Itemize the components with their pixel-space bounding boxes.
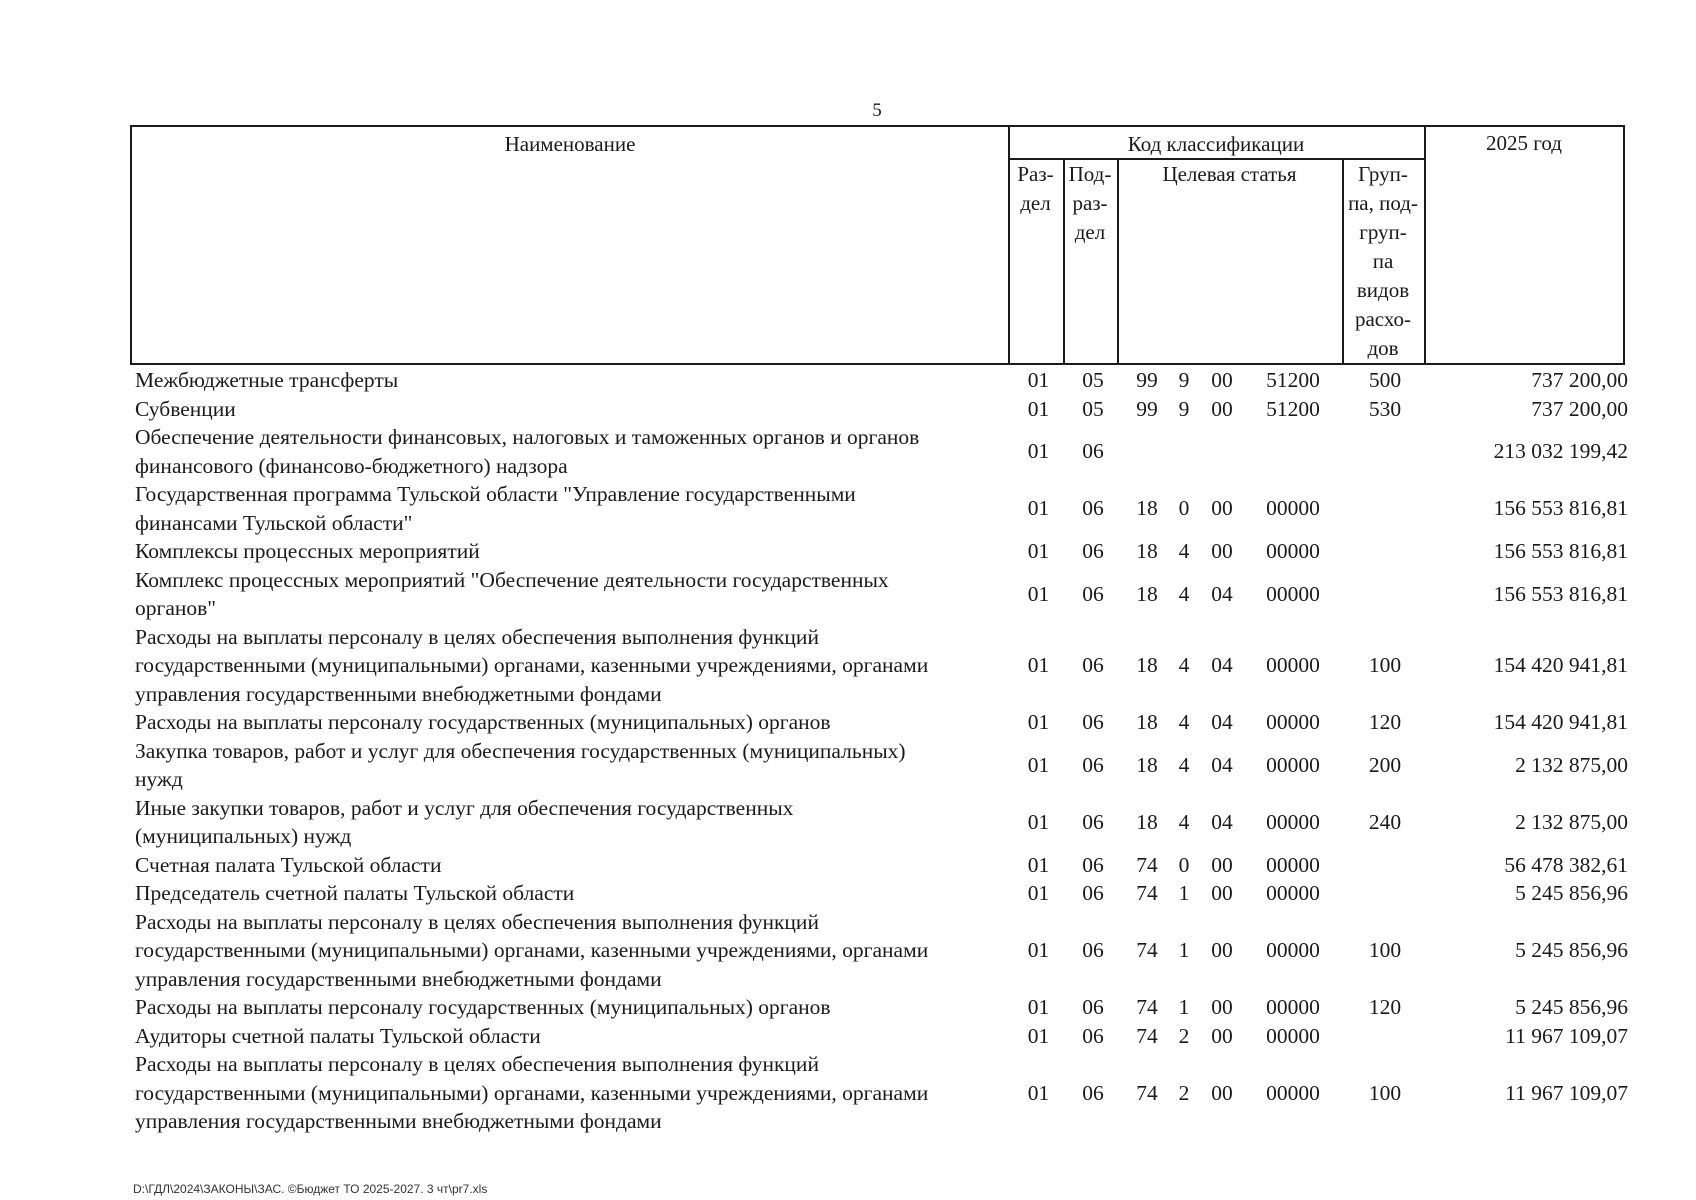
cell-t1: 99: [1136, 396, 1158, 421]
cell-r: 01: [1027, 938, 1050, 962]
cell-r: 01: [1027, 539, 1050, 563]
cell-t1: 74: [1136, 995, 1158, 1019]
cell-pr: 06: [1082, 881, 1104, 905]
row-name: [135, 395, 1005, 424]
cell-amount: 213 032 199,42: [1493, 439, 1628, 464]
row-name-line: Межбюджетные трансферты: [135, 368, 399, 392]
table-row: [133, 395, 1628, 424]
table-row: [133, 708, 1628, 737]
cell-amount: 56 478 382,61: [1504, 852, 1628, 877]
row-name: [135, 366, 1005, 395]
table-row: [133, 993, 1628, 1022]
cell-amount: 154 420 941,81: [1493, 653, 1628, 677]
row-name: [135, 537, 1005, 566]
cell-t4: 51200: [1266, 368, 1320, 392]
row-name: [135, 737, 1005, 794]
cell-pr: 06: [1082, 439, 1104, 464]
cell-r: 01: [1027, 852, 1050, 877]
cell-amount: 5 245 856,96: [1515, 881, 1628, 905]
cell-t4: 00000: [1266, 938, 1320, 962]
cell-t4: 00000: [1266, 496, 1320, 521]
cell-pr: 06: [1082, 1080, 1104, 1105]
cell-t1: 18: [1136, 539, 1158, 563]
cell-t4: 00000: [1266, 710, 1320, 734]
cell-t2: 1: [1178, 995, 1190, 1019]
cell-t3: 04: [1211, 710, 1233, 734]
row-name: [135, 566, 1005, 623]
row-name-line: Расходы на выплаты персоналу государственных (муниципальных) органов: [135, 710, 831, 734]
header-group: Груп- па, под- груп- па видов расхо- дов: [1348, 162, 1418, 360]
cell-r: 01: [1027, 1080, 1050, 1105]
cell-r: 01: [1027, 496, 1050, 521]
table-row: [133, 851, 1628, 880]
row-name: [135, 993, 1005, 1022]
table-row: [133, 794, 1628, 851]
row-name-line: Закупка товаров, работ и услуг для обеспечения государственных (муниципальных): [135, 738, 906, 763]
cell-amount: 156 553 816,81: [1493, 496, 1628, 521]
cell-g: 100: [1368, 653, 1402, 677]
table-row: [133, 537, 1628, 566]
cell-t3: 04: [1211, 752, 1233, 777]
table-row: [133, 566, 1628, 623]
cell-t4: 00000: [1266, 852, 1320, 877]
cell-g: 120: [1368, 710, 1402, 734]
row-name-line: Комплекс процессных мероприятий "Обеспечение деятельности государственных: [135, 567, 889, 592]
cell-t1: 18: [1136, 710, 1158, 734]
row-name-line: Расходы на выплаты персоналу в целях обеспечения выполнения функций: [135, 624, 819, 649]
cell-t1: 18: [1136, 809, 1158, 834]
cell-t3: 00: [1211, 938, 1233, 962]
row-name-line: Государственная программа Тульской области "Управление государственными: [135, 482, 856, 506]
cell-t4: 00000: [1266, 1023, 1320, 1048]
row-name: [135, 908, 1005, 994]
cell-pr: 06: [1082, 1023, 1104, 1048]
cell-t2: 4: [1178, 653, 1190, 677]
row-name: [135, 708, 1005, 737]
cell-r: 01: [1027, 809, 1050, 834]
row-name-line: Обеспечение деятельности финансовых, налоговых и таможенных органов и органов: [135, 425, 920, 449]
cell-t3: 00: [1211, 995, 1233, 1019]
cell-r: 01: [1027, 881, 1050, 905]
cell-t3: 00: [1211, 1023, 1233, 1048]
cell-t1: 18: [1136, 752, 1158, 777]
cell-pr: 05: [1082, 396, 1104, 421]
cell-amount: 11 967 109,07: [1505, 1080, 1628, 1105]
cell-r: 01: [1027, 653, 1050, 677]
cell-r: 01: [1027, 752, 1050, 777]
cell-pr: 06: [1082, 539, 1104, 563]
page-number: 5: [872, 100, 882, 121]
cell-amount: 737 200,00: [1531, 368, 1628, 392]
cell-g: 240: [1368, 809, 1402, 834]
row-name-line: государственными (муниципальными) органами, казенными учреждениями, органами: [135, 653, 929, 677]
cell-amount: 156 553 816,81: [1493, 539, 1628, 563]
table-row: [133, 879, 1628, 908]
row-name-line: финансового (финансово-бюджетного) надзора: [135, 453, 568, 478]
cell-t4: 00000: [1266, 752, 1320, 777]
file-path-footer: D:\ГДЛ\2024\ЗАКОНЫ\ЗАС. ©Бюджет ТО 2025-2027. 3 чт\pr7.xls: [133, 1182, 488, 1196]
row-name-line: Иные закупки товаров, работ и услуг для обеспечения государственных: [135, 795, 794, 820]
row-name: [135, 1022, 1005, 1051]
row-name-line: финансами Тульской области": [135, 510, 413, 535]
row-name-line: нужд: [135, 767, 183, 791]
cell-t3: 00: [1211, 852, 1233, 877]
cell-pr: 06: [1082, 995, 1104, 1019]
cell-t2: 2: [1178, 1080, 1190, 1105]
cell-pr: 05: [1082, 368, 1104, 392]
table-row: [133, 623, 1628, 709]
cell-r: 01: [1027, 368, 1050, 392]
table-row: [133, 480, 1628, 537]
cell-t4: 00000: [1266, 995, 1320, 1019]
divider: [1424, 127, 1426, 363]
cell-g: 200: [1368, 752, 1402, 777]
row-name: [135, 879, 1005, 908]
row-name-line: Аудиторы счетной палаты Тульской области: [135, 1023, 541, 1048]
row-name-line: Расходы на выплаты персоналу в целях обеспечения выполнения функций: [135, 909, 819, 934]
cell-pr: 06: [1082, 496, 1104, 521]
cell-t2: 9: [1178, 368, 1190, 392]
cell-pr: 06: [1082, 752, 1104, 777]
cell-t1: 74: [1136, 1080, 1158, 1105]
cell-amount: 156 553 816,81: [1493, 581, 1628, 606]
cell-t1: 74: [1136, 881, 1158, 905]
row-name-line: Расходы на выплаты персоналу в целях обеспечения выполнения функций: [135, 1052, 819, 1076]
row-name-line: государственными (муниципальными) органами, казенными учреждениями, органами: [135, 1080, 929, 1105]
cell-t2: 4: [1178, 809, 1190, 834]
cell-g: 100: [1368, 938, 1402, 962]
cell-pr: 06: [1082, 852, 1104, 877]
cell-t4: 51200: [1266, 396, 1320, 421]
table-row: [133, 737, 1628, 794]
cell-amount: 2 132 875,00: [1515, 809, 1628, 834]
header-podrazdel: Под- раз- дел: [1068, 162, 1112, 244]
table-row: [133, 908, 1628, 994]
cell-t4: 00000: [1266, 581, 1320, 606]
cell-t1: 18: [1136, 581, 1158, 606]
header-year: 2025 год: [1486, 131, 1562, 155]
cell-t2: 4: [1178, 710, 1190, 734]
cell-t4: 00000: [1266, 881, 1320, 905]
cell-t2: 4: [1178, 539, 1190, 563]
table-row: [133, 366, 1628, 395]
header-razdel: Раз- дел: [1017, 162, 1054, 215]
row-name: [135, 851, 1005, 880]
cell-r: 01: [1027, 396, 1050, 421]
cell-pr: 06: [1082, 581, 1104, 606]
cell-g: 120: [1368, 995, 1402, 1019]
cell-t1: 74: [1136, 852, 1158, 877]
cell-t2: 9: [1178, 396, 1190, 421]
row-name-line: органов": [135, 596, 217, 620]
cell-t3: 00: [1211, 368, 1233, 392]
cell-t1: 18: [1136, 653, 1158, 677]
cell-t1: 74: [1136, 1023, 1158, 1048]
table-row: [133, 1050, 1628, 1136]
cell-t4: 00000: [1266, 539, 1320, 563]
cell-t4: 00000: [1266, 653, 1320, 677]
cell-g: 100: [1368, 1080, 1402, 1105]
row-name-line: (муниципальных) нужд: [135, 824, 352, 848]
cell-r: 01: [1027, 581, 1050, 606]
cell-t3: 04: [1211, 653, 1233, 677]
row-name-line: Расходы на выплаты персоналу государственных (муниципальных) органов: [135, 995, 831, 1019]
row-name: [135, 623, 1005, 709]
row-name-line: Счетная палата Тульской области: [135, 852, 442, 877]
header-target: Целевая статья: [1162, 162, 1297, 186]
row-name-line: управления государственными внебюджетными фондами: [135, 681, 662, 706]
cell-amount: 154 420 941,81: [1493, 710, 1628, 734]
cell-t2: 1: [1178, 881, 1190, 905]
cell-pr: 06: [1082, 710, 1104, 734]
cell-t3: 00: [1211, 396, 1233, 421]
row-name-line: управления государственными внебюджетными фондами: [135, 1109, 662, 1133]
cell-t2: 2: [1178, 1023, 1190, 1048]
cell-g: 530: [1368, 396, 1402, 421]
row-name-line: управления государственными внебюджетными фондами: [135, 966, 662, 991]
table-row: [133, 1022, 1628, 1051]
cell-t2: 1: [1178, 938, 1190, 962]
cell-t4: 00000: [1266, 1080, 1320, 1105]
cell-t3: 00: [1211, 1080, 1233, 1105]
cell-t1: 18: [1136, 496, 1158, 521]
cell-t2: 0: [1178, 852, 1190, 877]
cell-g: 500: [1368, 368, 1402, 392]
cell-t2: 0: [1178, 496, 1190, 521]
cell-pr: 06: [1082, 938, 1104, 962]
cell-amount: 5 245 856,96: [1515, 995, 1628, 1019]
cell-t2: 4: [1178, 581, 1190, 606]
cell-amount: 11 967 109,07: [1505, 1023, 1628, 1048]
cell-t3: 00: [1211, 496, 1233, 521]
row-name: [135, 794, 1005, 851]
cell-t2: 4: [1178, 752, 1190, 777]
row-name: [135, 423, 1005, 480]
cell-t1: 99: [1136, 368, 1158, 392]
cell-r: 01: [1027, 710, 1050, 734]
cell-pr: 06: [1082, 809, 1104, 834]
table-row: [133, 423, 1628, 480]
row-name-line: государственными (муниципальными) органами, казенными учреждениями, органами: [135, 938, 929, 962]
cell-r: 01: [1027, 439, 1050, 464]
cell-t3: 04: [1211, 581, 1233, 606]
row-name-line: Председатель счетной палаты Тульской области: [135, 881, 575, 905]
cell-t3: 00: [1211, 881, 1233, 905]
cell-r: 01: [1027, 1023, 1050, 1048]
cell-r: 01: [1027, 995, 1050, 1019]
cell-t1: 74: [1136, 938, 1158, 962]
table-body: [133, 366, 1628, 1136]
table-header: [130, 125, 1625, 365]
cell-pr: 06: [1082, 653, 1104, 677]
row-name-line: Комплексы процессных мероприятий: [135, 539, 480, 563]
header-code: Код классификации: [1127, 132, 1305, 156]
cell-amount: 5 245 856,96: [1515, 938, 1628, 962]
cell-amount: 2 132 875,00: [1515, 752, 1628, 777]
header-name: Наименование: [504, 132, 636, 156]
row-name: [135, 480, 1005, 537]
cell-t3: 04: [1211, 809, 1233, 834]
cell-t4: 00000: [1266, 809, 1320, 834]
cell-t3: 00: [1211, 539, 1233, 563]
row-name-line: Субвенции: [135, 396, 236, 421]
row-name: [135, 1050, 1005, 1136]
cell-amount: 737 200,00: [1531, 396, 1628, 421]
